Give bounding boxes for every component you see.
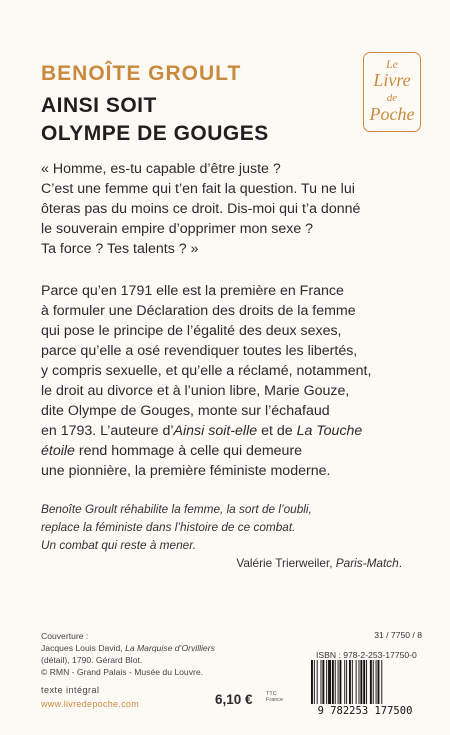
barcode-bar [332,660,334,704]
barcode-bar [314,660,315,704]
barcode-bar [322,660,324,704]
book-reference: La Touche [296,423,363,439]
isbn: ISBN : 978-2-253-17750-0 [316,650,417,660]
synopsis-line: le droit au divorce et à l’union libre, Marie Gouze, [41,383,350,399]
barcode [305,660,425,716]
barcode-bar [317,660,318,704]
logo-text: Le [386,57,398,71]
barcode-bar [349,660,351,704]
barcode-bar [370,660,372,704]
reviewer-name: Valérie Trierweiler, [236,556,336,570]
barcode-bar [359,660,360,704]
livre-de-poche-logo [363,52,421,132]
barcode-bar [352,660,353,704]
texte-integral-label: texte intégral [41,685,100,695]
barcode-bar [344,660,345,704]
barcode-bar [360,660,362,704]
review-line: Benoîte Groult réhabilite la femme, la sort de l’oubli, [41,502,312,516]
quote-line: le souverain empire d’opprimer mon sexe ? [41,221,314,237]
artwork-title: La Marquise d’Orvilliers [125,643,215,653]
cover-credits [41,630,215,678]
book-reference: étoile [41,443,75,459]
opening-quote [41,159,421,259]
synopsis-text: en 1793. L’auteure d’ [41,423,174,439]
review-line: replace la féministe dans l’histoire de ce combat. [41,520,296,534]
title-line: OLYMPE DE GOUGES [41,122,269,145]
credits-line: © RMN - Grand Palais - Musée du Louvre. [41,667,204,677]
price-ttc: TTC [266,691,277,697]
price: 6,10 € [215,692,253,707]
price-country: France [266,697,284,703]
synopsis-line: y compris sexuelle, et qu’elle a réclamé, notamment, [41,363,372,379]
barcode-bar [338,660,339,704]
synopsis [41,281,421,481]
review-source: Paris-Match [335,556,399,570]
synopsis-text: rend hommage à celle qui demeure [74,443,303,459]
barcode-bar [381,660,382,704]
synopsis-line: à formuler une Déclaration des droits de la femme [41,303,356,319]
barcode-bar [340,660,342,704]
synopsis-line [41,441,421,461]
logo-text: Poche [369,104,415,124]
book-reference: Ainsi soit-elle [173,423,258,439]
synopsis-line: qui pose le principe de l’égalité des deux sexes, [41,323,342,339]
price-note [266,691,283,703]
barcode-bars [311,660,382,704]
synopsis-line: parce qu’elle a osé revendiquer toutes les libertés, [41,343,358,359]
credits-line [41,642,215,654]
barcode-bar [321,660,322,704]
logo-text: Livre [373,70,411,90]
author-name: BENOÎTE GROULT [41,62,242,85]
product-code: 31 / 7750 / 8 [374,630,422,640]
barcode-bar [326,660,327,704]
barcode-bar [311,660,313,704]
quote-line: C’est une femme qui t’en fait la question. Tu ne lui [41,181,355,197]
quote-line: Ta force ? Tes talents ? » [41,241,199,257]
title-line: AINSI SOIT [41,94,157,117]
barcode-bar [363,660,365,704]
book-title [41,92,269,148]
review-attribution [236,556,402,570]
barcode-bar [335,660,336,704]
barcode-bar [378,660,380,704]
credits-label: Couverture : [41,631,89,641]
synopsis-text: et de [257,423,297,439]
synopsis-line: dite Olympe de Gouges, monte sur l’échafaud [41,403,330,419]
synopsis-line: Parce qu’en 1791 elle est la première en France [41,283,344,299]
website-link[interactable]: www.livredepoche.com [41,699,140,709]
barcode-bar [366,660,367,704]
logo-text: de [386,92,398,104]
synopsis-line [41,421,421,441]
review-end: . [398,556,402,570]
credits-line: (détail), 1790. Gérard Blot. [41,655,143,665]
synopsis-line: une pionnière, la première féministe moderne. [41,463,331,479]
quote-line: ôteras pas du moins ce droit. Dis-moi qui t’a donné [41,201,361,217]
press-review [41,500,421,554]
quote-line: « Homme, es-tu capable d’être juste ? [41,161,281,177]
barcode-digits: 9 782253 177500 [317,705,413,716]
barcode-bar [373,660,374,704]
barcode-bar [356,660,357,704]
credits-text: Jacques Louis David, [41,643,126,653]
barcode-bar [328,660,331,704]
review-line: Un combat qui reste à mener. [41,538,196,552]
barcode-bar [376,660,377,704]
barcode-bar [346,660,347,704]
